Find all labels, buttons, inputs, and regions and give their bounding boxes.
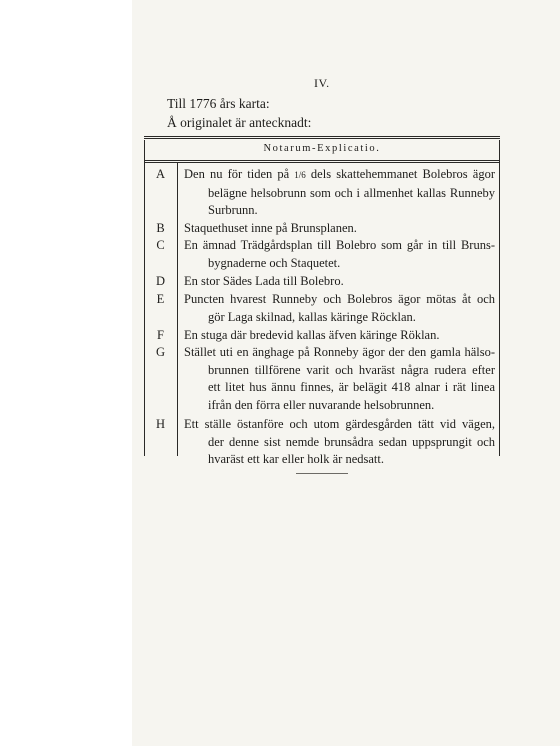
end-rule <box>296 473 348 474</box>
table-header-rule <box>144 160 500 163</box>
row-text <box>184 416 495 469</box>
table-right-border <box>499 140 500 456</box>
row-line: der denne sist nemde brunsådra sedan uppsprungit och <box>208 434 495 449</box>
row-text <box>184 237 495 272</box>
row-line: En stor Sädes Lada till Bolebro. <box>184 274 344 288</box>
table-column-divider <box>177 163 178 456</box>
row-text <box>184 220 495 238</box>
row-line: belägne helsobrunn som och i allmenhet kallas Runneby <box>208 185 495 200</box>
notarum-table <box>144 136 500 466</box>
row-letter: A <box>155 167 166 181</box>
scan-margin <box>0 0 132 746</box>
row-line-part: dels skattehemmanet Bolebros ägor <box>305 167 495 181</box>
row-line-part: Den nu för tiden på <box>184 167 295 181</box>
table-title: Notarum-Explicatio. <box>263 143 381 154</box>
fraction: 1/6 <box>294 170 306 180</box>
heading-line-1: Till 1776 års karta: <box>167 96 270 111</box>
row-letter: C <box>156 238 165 252</box>
page-number: IV. <box>314 76 330 90</box>
row-letter: G <box>155 345 166 359</box>
row-line: brunnen tillförene varit och hvaräst några rudera efter <box>208 362 495 377</box>
row-text <box>184 327 495 345</box>
row-line: En ämnad Trädgårdsplan till Bolebro som går in till Bruns- <box>184 238 495 252</box>
row-line: Surbrunn. <box>208 203 258 217</box>
row-line: hvaräst ett kar eller holk är nedsatt. <box>208 452 384 466</box>
row-line: En stuga där bredevid kallas äfven käringe Röklan. <box>184 328 440 342</box>
row-line: gör Laga skilnad, kallas käringe Röcklan. <box>208 309 416 324</box>
row-line: Ett ställe östanföre och utom gärdesgården tätt vid vägen, <box>184 417 495 431</box>
row-letter: E <box>156 292 165 306</box>
row-letter: B <box>156 221 165 235</box>
row-line: Stället uti en änghage på Ronneby ägor der den gamla hälso- <box>184 345 495 359</box>
row-line: Staquethuset inne på Brunsplanen. <box>184 221 357 235</box>
row-line: bygnaderne och Staquetet. <box>208 255 341 270</box>
table-top-rule <box>144 136 500 139</box>
row-letter: H <box>155 417 166 431</box>
row-letter: F <box>157 328 164 342</box>
row-text <box>184 273 495 291</box>
row-line <box>184 166 495 185</box>
row-letter: D <box>155 274 166 288</box>
row-line: ett litet hus ännu finnes, är belägit 418 alnar i rät linea <box>208 380 495 394</box>
row-text <box>184 166 495 220</box>
row-line: ifrån den förra eller nuvarande helsobrunnen. <box>208 397 435 412</box>
row-line: Puncten hvarest Runneby och Bolebros ägor mötas åt och <box>184 292 495 306</box>
row-text <box>184 291 495 326</box>
row-text <box>184 344 495 414</box>
heading-line-2: Å originalet är antecknadt: <box>167 115 312 130</box>
